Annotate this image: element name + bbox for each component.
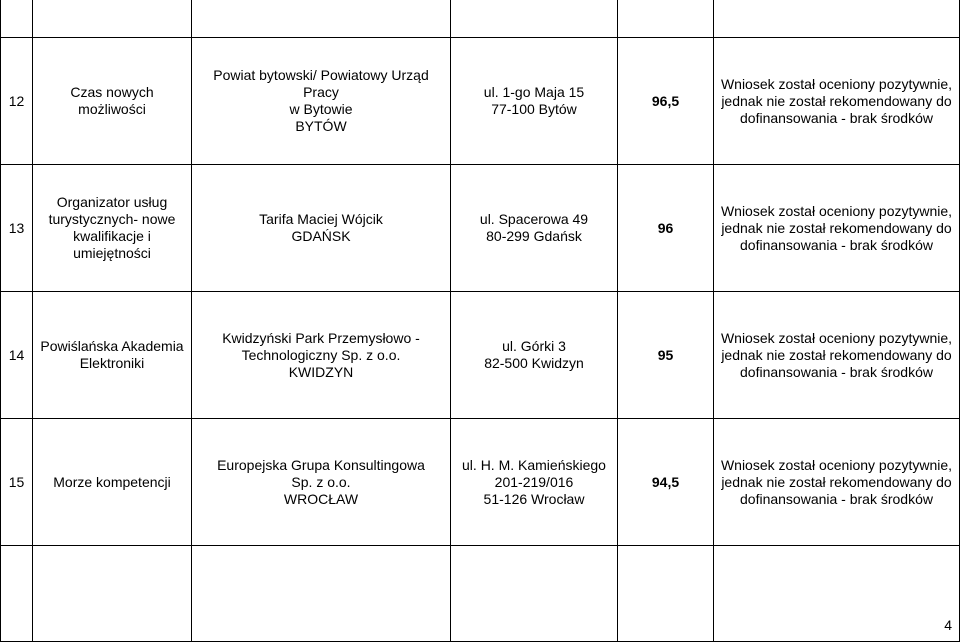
evaluation-status: Wniosek został oceniony pozytywnie, jednak nie został rekomendowany do dofinansowania - brak środków [714, 419, 960, 546]
evaluation-status: Wniosek został oceniony pozytywnie, jednak nie został rekomendowany do dofinansowania - brak środków [714, 165, 960, 292]
table-row [1, 292, 960, 419]
evaluation-status: Wniosek został oceniony pozytywnie, jednak nie został rekomendowany do dofinansowania - brak środków [714, 292, 960, 419]
applicant-name: Tarifa Maciej Wójcik GDAŃSK [192, 165, 451, 292]
evaluation-score: 96,5 [618, 38, 714, 165]
table-cell-empty [714, 546, 960, 642]
table-cell-empty [192, 0, 451, 38]
row-number: 12 [1, 38, 33, 165]
project-title: Organizator usług turystycznych- nowe kwalifikacje i umiejętności [33, 165, 192, 292]
table-row [1, 419, 960, 546]
table-cell-empty [451, 0, 618, 38]
table-row [1, 165, 960, 292]
applicant-name: Powiat bytowski/ Powiatowy Urząd Pracy w Bytowie BYTÓW [192, 38, 451, 165]
table-cell-empty [618, 546, 714, 642]
project-title: Powiślańska Akademia Elektroniki [33, 292, 192, 419]
table-cell-empty [192, 546, 451, 642]
evaluation-score: 95 [618, 292, 714, 419]
row-number: 13 [1, 165, 33, 292]
applicant-address: ul. H. M. Kamieńskiego 201-219/016 51-126 Wrocław [451, 419, 618, 546]
table-cell-empty [1, 0, 33, 38]
table-row [1, 38, 960, 165]
page-number: 4 [944, 617, 952, 633]
applicant-name: Europejska Grupa Konsultingowa Sp. z o.o. WROCŁAW [192, 419, 451, 546]
row-number: 15 [1, 419, 33, 546]
evaluation-score: 94,5 [618, 419, 714, 546]
project-title: Morze kompetencji [33, 419, 192, 546]
table-row-continued [1, 0, 960, 38]
applicant-address: ul. 1-go Maja 15 77-100 Bytów [451, 38, 618, 165]
table-cell-empty [451, 546, 618, 642]
table-cell-empty [1, 546, 33, 642]
table-cell-empty [33, 0, 192, 38]
applicant-address: ul. Spacerowa 49 80-299 Gdańsk [451, 165, 618, 292]
evaluation-score: 96 [618, 165, 714, 292]
applicant-name: Kwidzyński Park Przemysłowo - Technologiczny Sp. z o.o. KWIDZYN [192, 292, 451, 419]
table-cell-empty [618, 0, 714, 38]
evaluation-status: Wniosek został oceniony pozytywnie, jednak nie został rekomendowany do dofinansowania - brak środków [714, 38, 960, 165]
table-row-empty [1, 546, 960, 642]
table-cell-empty [33, 546, 192, 642]
table-cell-empty [714, 0, 960, 38]
applicant-address: ul. Górki 3 82-500 Kwidzyn [451, 292, 618, 419]
row-number: 14 [1, 292, 33, 419]
project-title: Czas nowych możliwości [33, 38, 192, 165]
